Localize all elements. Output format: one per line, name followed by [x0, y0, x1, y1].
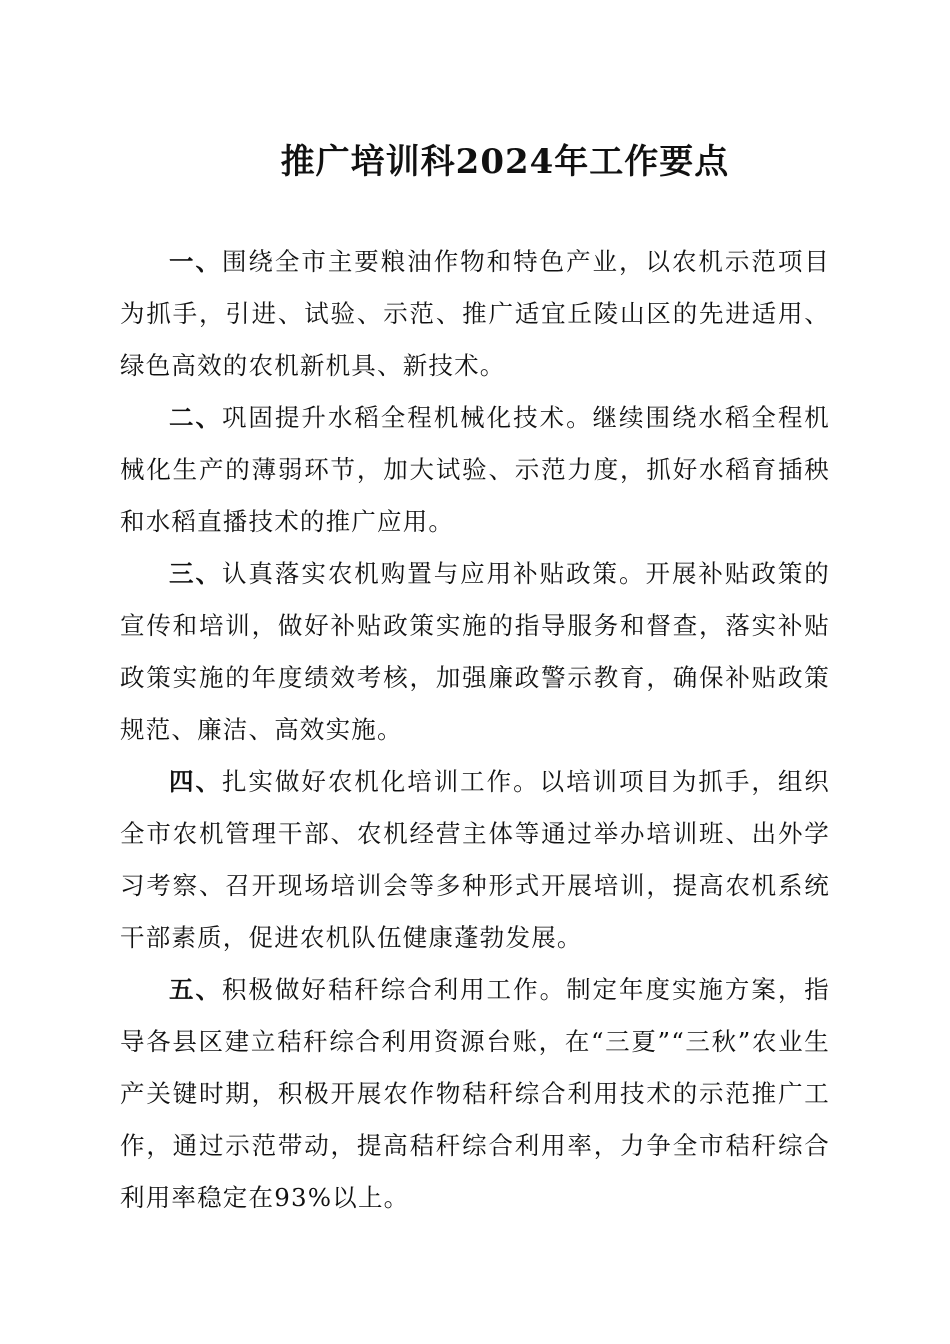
paragraph-1-lead: 一、 — [169, 247, 222, 276]
paragraph-5-text: 积极做好秸秆综合利用工作。制定年度实施方案，指导各县区建立秸秆综合利用资源台账，在“三夏”“三秋”农业生产关键时期，积极开展农作物秸秆综合利用技术的示范推广工作，通过示范带动，提高秸秆综合利用率，力争全市秸秆综合利用率稳定在93%以上。 — [120, 975, 830, 1212]
paragraph-3 — [120, 548, 830, 756]
paragraph-2-lead: 二、 — [169, 403, 222, 432]
paragraph-3-text: 认真落实农机购置与应用补贴政策。开展补贴政策的宣传和培训，做好补贴政策实施的指导服务和督查，落实补贴政策实施的年度绩效考核，加强廉政警示教育，确保补贴政策规范、廉洁、高效实施。 — [120, 559, 830, 744]
paragraph-1-text: 围绕全市主要粮油作物和特色产业，以农机示范项目为抓手，引进、试验、示范、推广适宜丘陵山区的先进适用、绿色高效的农机新机具、新技术。 — [120, 247, 830, 380]
paragraph-2-text: 巩固提升水稻全程机械化技术。继续围绕水稻全程机械化生产的薄弱环节，加大试验、示范力度，抓好水稻育插秧和水稻直播技术的推广应用。 — [120, 403, 830, 536]
paragraph-5-lead: 五、 — [169, 975, 222, 1004]
paragraph-1 — [120, 236, 830, 392]
paragraph-4-text: 扎实做好农机化培训工作。以培训项目为抓手，组织全市农机管理干部、农机经营主体等通过举办培训班、出外学习考察、召开现场培训会等多种形式开展培训，提高农机系统干部素质，促进农机队伍健康蓬勃发展。 — [120, 767, 830, 952]
paragraph-4 — [120, 756, 830, 964]
document-title: 推广培训科2024年工作要点 — [280, 142, 730, 182]
paragraph-3-lead: 三、 — [169, 559, 222, 588]
document-body — [120, 236, 830, 1224]
paragraph-4-lead: 四、 — [169, 767, 222, 796]
paragraph-5 — [120, 964, 830, 1224]
paragraph-2 — [120, 392, 830, 548]
